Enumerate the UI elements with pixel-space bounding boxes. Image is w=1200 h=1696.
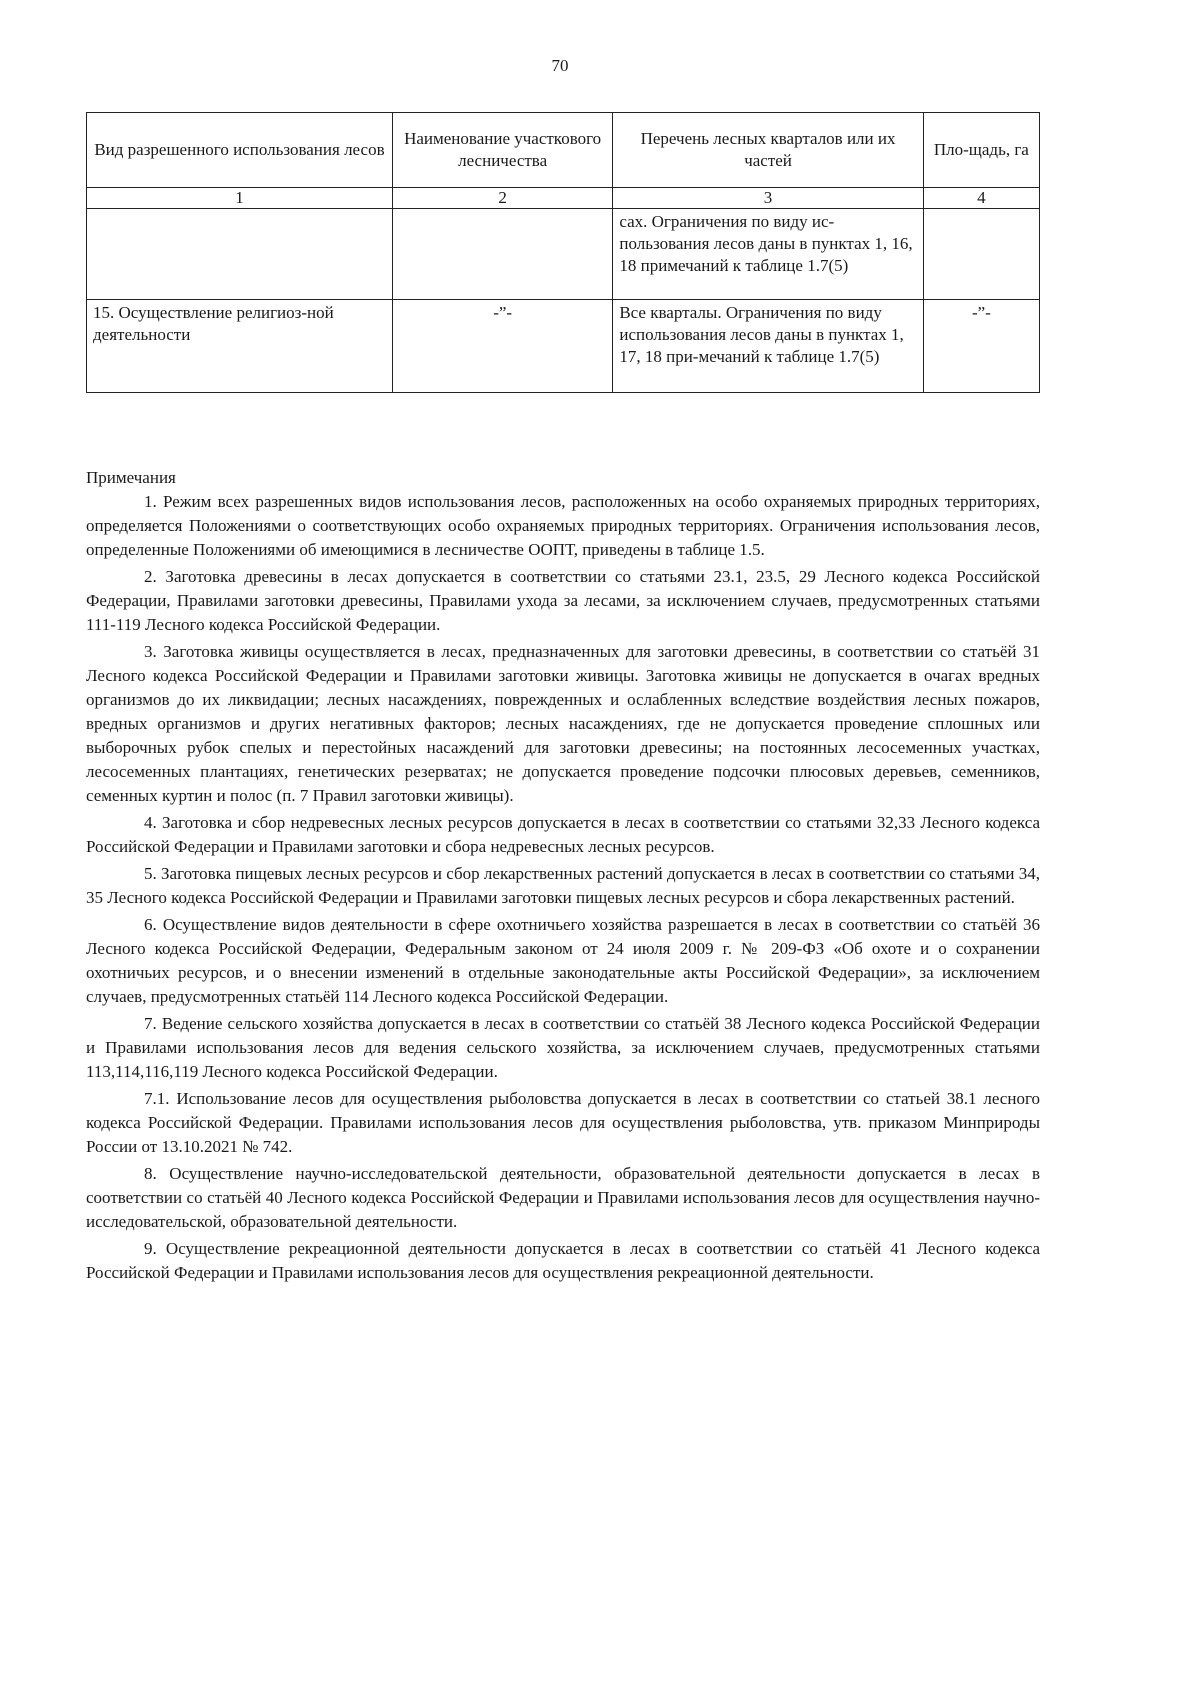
header-cell-area: Пло-щадь, га [923,113,1039,188]
table-cell-quarters-list: Все кварталы. Ограничения по виду использования лесов даны в пунктах 1, 17, 18 при-мечаний к таблице 1.7(5) [613,300,923,393]
header-cell-use-type: Вид разрешенного использования лесов [87,113,393,188]
table-cell-area [923,209,1039,300]
note-item: 9. Осуществление рекреационной деятельности допускается в лесах в соответствии со статьёй 41 Лесного кодекса Российской Федерации и Правилами использования лесов для осуществления рекреационной деятельности. [86,1239,1040,1282]
table-row [87,300,1040,393]
page-number: 70 [551,56,569,75]
notes-section [86,466,1040,1288]
table-cell-forestry-name: -”- [392,300,612,393]
note-item: 6. Осуществление видов деятельности в сфере охотничьего хозяйства разрешается в лесах в соответствии со статьёй 36 Лесного кодекса Российской Федерации, Федеральным законом от 24 июля 2009 г. № 209-ФЗ «Об охоте и о сохранении охотничьих ресурсов, и о внесении изменений в отдельные законодательные акты Российской Федерации», за исключением случаев, предусмотренных статьёй 114 Лесного кодекса Российской Федерации. [86,915,1040,1006]
note-item: 7.1. Использование лесов для осуществления рыболовства допускается в лесах в соответствии со статьей 38.1 лесного кодекса Российской Федерации. Правилами использования лесов для осуществления рыболовства, утв. приказом Минприроды России от 13.10.2021 № 742. [86,1089,1040,1156]
table-cell-use-type: 15. Осуществление религиоз-ной деятельности [87,300,393,393]
note-item: 7. Ведение сельского хозяйства допускается в лесах в соответствии со статьёй 38 Лесного кодекса Российской Федерации и Правилами использования лесов для ведения сельского хозяйства, за исключением случаев, предусмотренных статьями 113,114,116,119 Лесного кодекса Российской Федерации. [86,1014,1040,1081]
note-item: 8. Осуществление научно-исследовательской деятельности, образовательной деятельности допускается в лесах в соответствии со статьёй 40 Лесного кодекса Российской Федерации и Правилами использования лесов для осуществления научно-исследовательской, образовательной деятельности. [86,1164,1040,1231]
note-item: 5. Заготовка пищевых лесных ресурсов и сбор лекарственных растений допускается в лесах в соответствии со статьями 34, 35 Лесного кодекса Российской Федерации и Правилами заготовки пищевых лесных ресурсов и сбора лекарственных растений. [86,864,1040,907]
column-number: 1 [87,188,393,209]
forest-use-table [86,112,1040,393]
note-item: 1. Режим всех разрешенных видов использования лесов, расположенных на особо охраняемых природных территориях, определяется Положениями о соответствующих особо охраняемых природных территориях. Ограничения использования лесов, определенные Положениями об имеющимися в лесничестве ООПТ, приведены в таблице 1.5. [86,492,1040,559]
header-cell-quarters-list: Перечень лесных кварталов или их частей [613,113,923,188]
note-item: 4. Заготовка и сбор недревесных лесных ресурсов допускается в лесах в соответствии со статьями 32,33 Лесного кодекса Российской Федерации и Правилами заготовки и сбора недревесных лесных ресурсов. [86,813,1040,856]
column-number: 4 [923,188,1039,209]
notes-title: Примечания [86,468,176,487]
column-number-row [87,188,1040,209]
table-cell-area: -”- [923,300,1039,393]
note-item: 2. Заготовка древесины в лесах допускается в соответствии со статьями 23.1, 23.5, 29 Лесного кодекса Российской Федерации, Правилами заготовки древесины, Правилами ухода за лесами, за исключением случаев, предусмотренных статьями 111-119 Лесного кодекса Российской Федерации. [86,567,1040,634]
table-row [87,209,1040,300]
table-cell-use-type [87,209,393,300]
note-item: 3. Заготовка живицы осуществляется в лесах, предназначенных для заготовки древесины, в соответствии со статьёй 31 Лесного кодекса Российской Федерации и Правилами заготовки живицы. Заготовка живицы не допускается в очагах вредных организмов до их ликвидации; лесных насаждениях, поврежденных и ослабленных вследствие воздействия лесных пожаров, вредных организмов и других негативных факторов; лесных насаждениях, где не допускается проведение сплошных или выборочных рубок спелых и перестойных насаждений для заготовки древесины; на постоянных лесосеменных участках, лесосеменных плантациях, генетических резерватах; не допускается проведение подсочки плюсовых деревьев, семенников, семенных куртин и полос (п. 7 Правил заготовки живицы). [86,642,1040,805]
header-cell-forestry-name: Наименование участкового лесничества [392,113,612,188]
table-cell-quarters-list: сах. Ограничения по виду ис-пользования лесов даны в пунктах 1, 16, 18 примечаний к таблице 1.7(5) [613,209,923,300]
table-cell-forestry-name [392,209,612,300]
table-header-row [87,113,1040,188]
column-number: 2 [392,188,612,209]
column-number: 3 [613,188,923,209]
